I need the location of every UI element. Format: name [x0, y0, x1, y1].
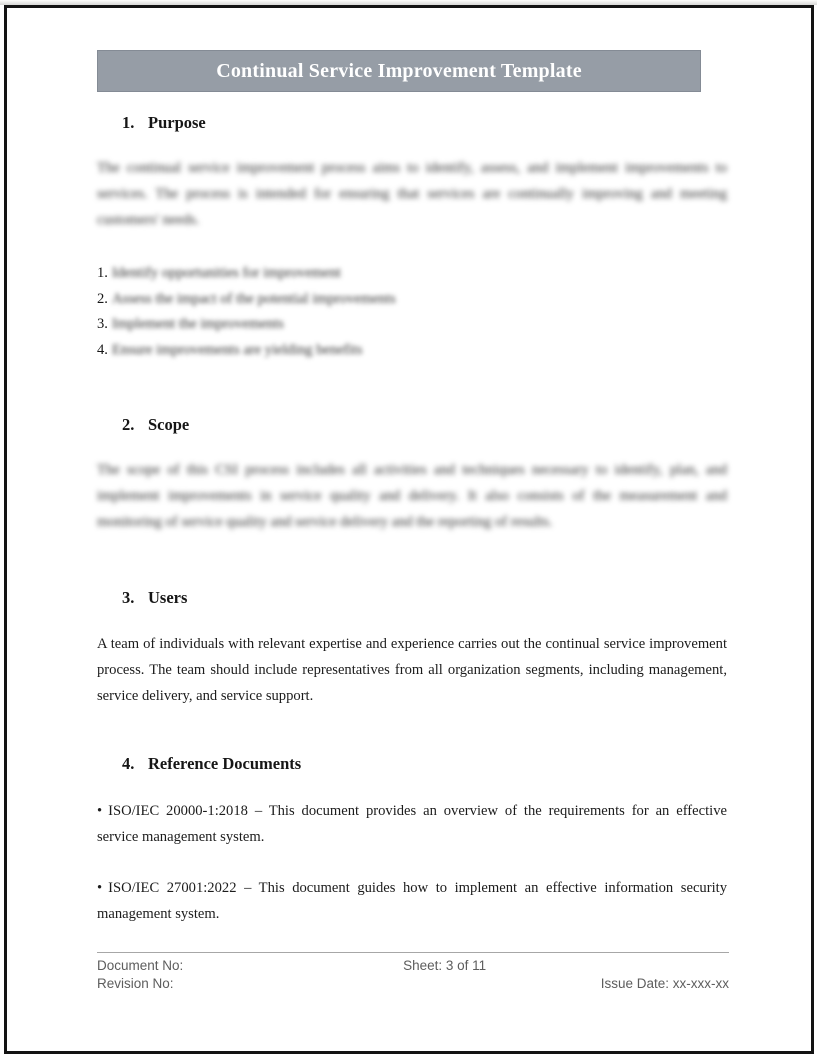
list-item [97, 312, 727, 338]
page-content [97, 8, 730, 1051]
purpose-numbered-list [97, 261, 727, 363]
footer-spacer [350, 975, 540, 993]
list-item-text-blurred: Ensure improvements are yielding benefits [112, 341, 363, 358]
reference-bullet-1 [97, 798, 727, 850]
list-item [97, 261, 727, 287]
section-heading-users [97, 588, 727, 608]
reference-bullet-text: ISO/IEC 20000-1:2018 – This document provides an overview of the requirements for an effective service management system. [97, 803, 727, 845]
list-item-number: 4. [97, 341, 108, 358]
list-item-text-blurred: Assess the impact of the potential improvements [112, 290, 396, 307]
list-item-text-blurred: Implement the improvements [112, 316, 284, 332]
section-heading-reference-documents [97, 754, 727, 774]
list-item-text-blurred: Identify opportunities for improvement [112, 265, 341, 281]
section-number: 2. [122, 415, 135, 434]
document-title: Continual Service Improvement Template [216, 59, 582, 82]
footer-row-1 [97, 957, 729, 975]
section-label: Purpose [148, 113, 206, 132]
list-item-number: 1. [97, 265, 108, 281]
section-label: Users [148, 588, 188, 607]
bullet-icon: • [97, 803, 103, 819]
list-item-number: 2. [97, 290, 108, 307]
issue-date-label: Issue Date: xx-xxx-xx [600, 976, 730, 991]
section-number: 1. [122, 113, 135, 132]
bullet-icon: • [97, 880, 103, 896]
revision-no-label: Revision No: [97, 976, 174, 991]
reference-bullet-text: ISO/IEC 27001:2022 – This document guides how to implement an effective information security management system. [97, 880, 727, 922]
document-no-label: Document No: [97, 958, 184, 973]
section-label: Scope [148, 415, 190, 434]
section-heading-scope [97, 415, 727, 435]
document-page [4, 5, 814, 1054]
footer-row-2 [97, 975, 729, 993]
sheet-label: Sheet: 3 of 11 [403, 958, 487, 973]
section-number: 4. [122, 754, 135, 773]
footer-spacer [539, 957, 729, 975]
section-number: 3. [122, 588, 135, 607]
section-heading-purpose [97, 113, 727, 133]
list-item [97, 338, 727, 364]
purpose-paragraph-blurred: The continual service improvement process aims to identify, assess, and implement improvements to services. The process is intended for ensuring that services are continually improving and meeting customers' needs. [97, 160, 727, 228]
reference-bullet-2 [97, 875, 727, 927]
users-paragraph: A team of individuals with relevant expertise and experience carries out the continual service improvement process. The team should include representatives from all organization segments, including management, service delivery, and service support. [97, 636, 727, 704]
list-item-number: 3. [97, 316, 108, 332]
page-footer [97, 952, 729, 993]
section-label: Reference Documents [148, 754, 302, 773]
list-item [97, 287, 727, 313]
scope-paragraph-blurred: The scope of this CSI process includes all activities and techniques necessary to identify, plan, and implement improvements in service quality and delivery. It also consists of the measurement and monitoring of service quality and service delivery and the reporting of results. [97, 462, 727, 530]
title-banner [97, 50, 701, 92]
